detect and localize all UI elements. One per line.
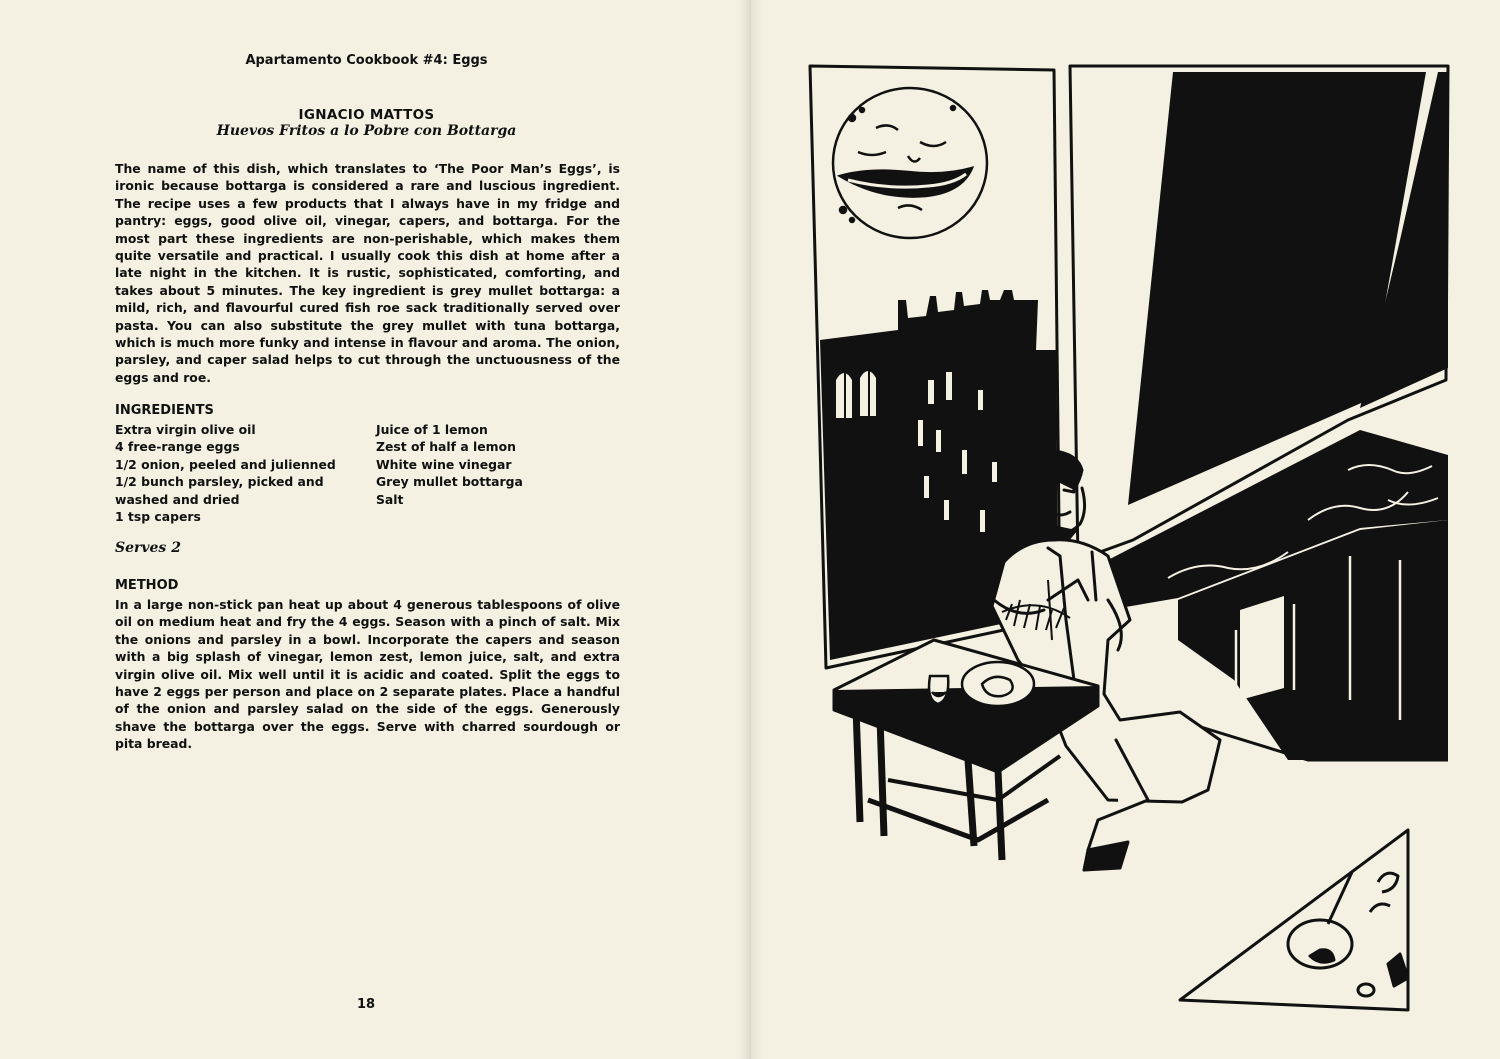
ingredient-item: 1/2 onion, peeled and julienned [115, 456, 336, 472]
right-page [748, 0, 1500, 1059]
intro-paragraph: The name of this dish, which translates to ‘The Poor Man’s Eggs’, is ironic because bottarga is considered a rare and luscious ingredient. The recipe uses a few products that I always have in my fridge and pantry: eggs, good olive oil, vinegar, capers, and bottarga. For the most part these ingredients are non-perishable, which makes them quite versatile and practical. I usually cook this dish at home after a late night in the kitchen. It is rustic, sophisticated, comforting, and takes about 5 minutes. The key ingredient is grey mullet bottarga: a mild, rich, and flavourful cured fish roe sack traditionally served over pasta. You can also substitute the grey mullet with tuna bottarga, which is much more funky and intense in flavour and aroma. The onion, parsley, and caper salad helps to cut through the unctuousness of the eggs and roe. [115, 161, 620, 385]
left-page [0, 0, 748, 1059]
ingredient-item: 1/2 bunch parsley, picked and washed and dried [115, 474, 324, 507]
ingredient-item: Juice of 1 lemon [376, 422, 488, 437]
ingredient-item: Grey mullet bottarga [376, 474, 523, 490]
ingredients-column-2 [376, 421, 621, 508]
method-heading: METHOD [115, 578, 179, 593]
ingredient-item: 4 free-range eggs [115, 439, 240, 455]
running-head: Apartamento Cookbook #4: Eggs [245, 53, 488, 68]
ingredient-item: Salt [376, 491, 404, 507]
plate-with-eggs [962, 662, 1034, 706]
ingredient-item: Zest of half a lemon [376, 439, 516, 455]
ingredient-item: 1 tsp capers [115, 509, 201, 525]
serves-label: Serves 2 [115, 540, 181, 556]
ingredients-column-1 [115, 421, 360, 525]
method-paragraph: In a large non-stick pan heat up about 4 generous tablespoons of olive oil on medium heat and fry the 4 eggs. Season with a pinch of salt. Mix the onions and parsley in a bowl. Incorporate the capers and season with a big splash of vinegar, lemon zest, lemon juice, salt, and extra virgin olive oil. Mix well until it is acidic and coated. Split the eggs to have 2 eggs per person and place on 2 separate plates. Place a handful of the onion and parsley salad on the side of the eggs. Generously shave the bottarga over the eggs. Serve with charred sourdough or pita bread. [115, 597, 620, 752]
dish-title: Huevos Fritos a lo Pobre con Bottarga [216, 123, 517, 139]
kitchen-illustration [748, 0, 1500, 1059]
ingredient-item: White wine vinegar [376, 456, 512, 472]
book-gutter [738, 0, 762, 1059]
chef-name: IGNACIO MATTOS [298, 107, 435, 123]
ingredient-item: Extra virgin olive oil [115, 422, 256, 437]
ingredients-heading: INGREDIENTS [115, 403, 214, 418]
moon-face [833, 88, 987, 238]
page-number: 18 [356, 997, 376, 1012]
corner-vignette [1180, 830, 1408, 1010]
